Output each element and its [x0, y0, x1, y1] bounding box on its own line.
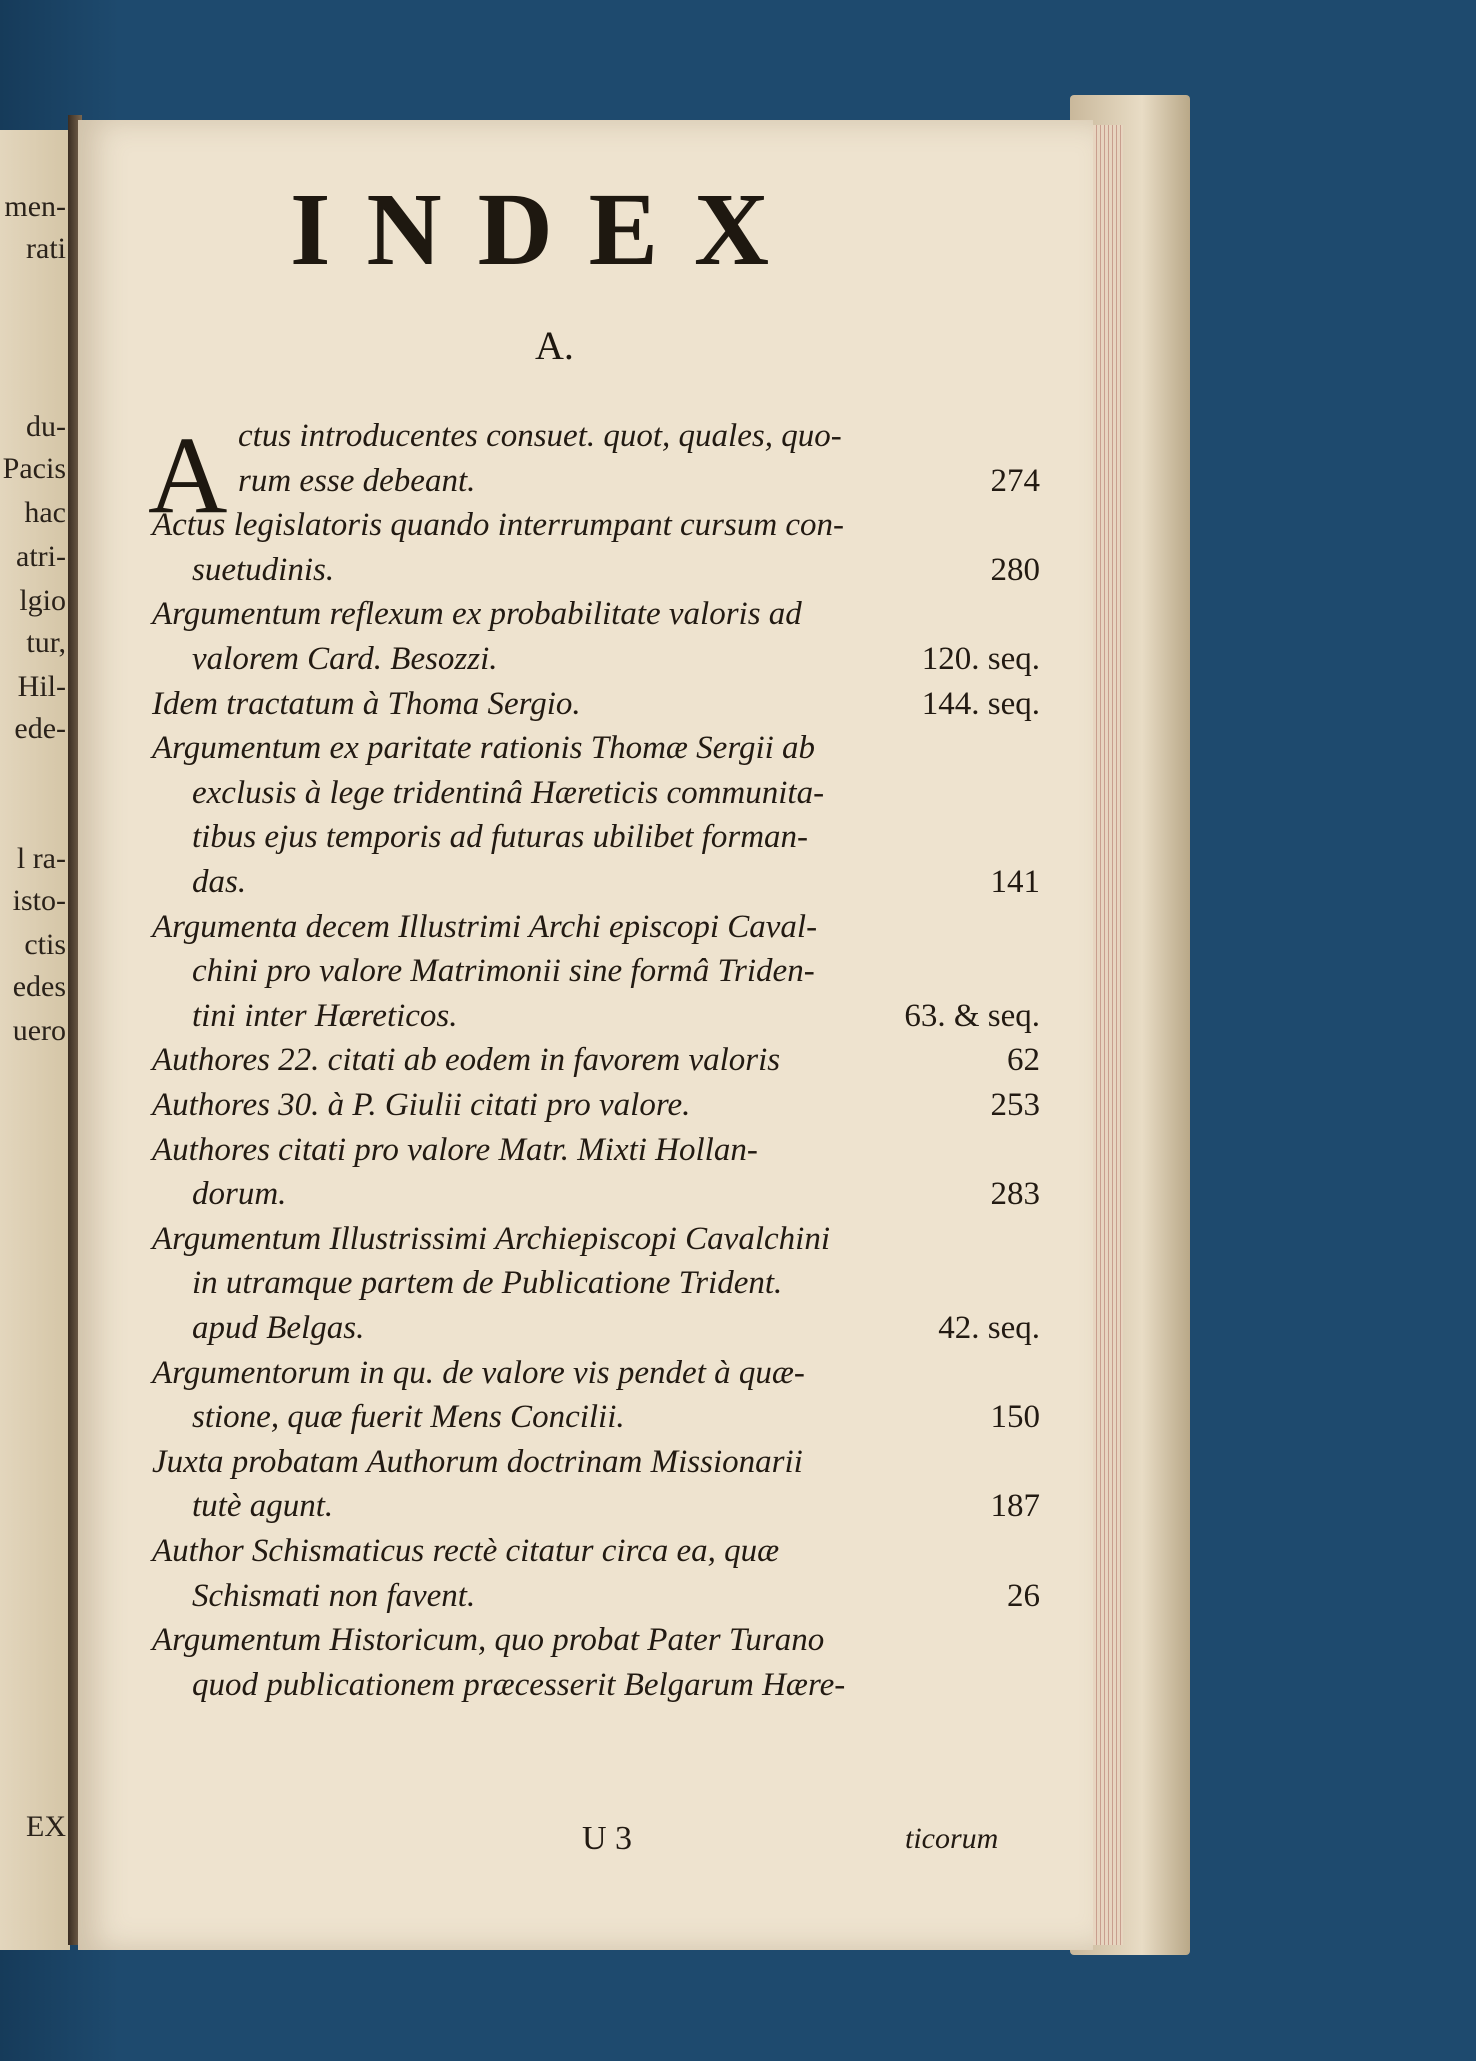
- catchword: ticorum: [905, 1822, 999, 1855]
- page-title: INDEX: [290, 172, 806, 287]
- index-page-number: 150: [990, 1399, 1040, 1436]
- index-entry-line: valorem Card. Besozzi.: [192, 641, 498, 677]
- left-fragment: du-: [26, 410, 66, 443]
- index-page-number: 274: [990, 462, 1040, 499]
- index-entry-line: in utramque partem de Publicatione Trident.: [192, 1265, 783, 1302]
- index-page-number: 253: [990, 1087, 1040, 1123]
- index-entry-line: Authores 22. citati ab eodem in favorem valoris: [152, 1042, 781, 1079]
- index-page-number: 42. seq.: [938, 1310, 1040, 1346]
- index-entry-line: Argumenta decem Illustrimi Archi episcopi Caval-: [152, 908, 818, 945]
- index-page-number: 63. & seq.: [904, 997, 1040, 1034]
- left-fragment: edes: [12, 970, 66, 1003]
- index-entry-line: Argumentum ex paritate rationis Thomæ Sergii ab: [152, 730, 816, 767]
- index-page-number: 141: [990, 864, 1040, 900]
- left-fragment: rati: [26, 232, 66, 265]
- left-page-fragment: [0, 130, 70, 1950]
- index-entry-line: quod publicationem præcesserit Belgarum Hære-: [192, 1666, 846, 1703]
- index-entry-line: das.: [192, 864, 247, 900]
- left-fragment: tur,: [26, 626, 66, 659]
- index-entry-line: tibus ejus temporis ad futuras ubilibet forman-: [192, 819, 809, 856]
- index-entry-line: Authores 30. à P. Giulii citati pro valore.: [152, 1087, 691, 1123]
- index-entry-line: ctus introducentes consuet. quot, quales, quo-: [238, 418, 842, 454]
- index-entry-line: Argumentum Historicum, quo probat Pater Turano: [152, 1622, 825, 1659]
- index-entry-line: stione, quæ fuerit Mens Concilii.: [192, 1399, 625, 1436]
- index-page-number: 26: [1007, 1577, 1040, 1614]
- index-entry-line: Argumentum Illustrissimi Archiepiscopi Cavalchini: [152, 1220, 830, 1257]
- index-page-number: 144. seq.: [921, 685, 1040, 722]
- left-fragment: l ra-: [16, 842, 66, 875]
- index-page-number: 187: [990, 1488, 1040, 1525]
- left-fragment: hac: [24, 496, 66, 529]
- index-entry-line: suetudinis.: [192, 551, 335, 588]
- left-fragment: Pacis: [2, 452, 66, 485]
- drop-cap: A: [148, 414, 228, 536]
- left-fragment: men-: [4, 190, 66, 223]
- index-entry-line: Idem tractatum à Thoma Sergio.: [152, 685, 581, 722]
- index-entry-line: Schismati non favent.: [192, 1577, 476, 1614]
- index-entry-line: Actus legislatoris quando interrumpant cursum con-: [152, 507, 845, 544]
- index-entry-line: apud Belgas.: [192, 1310, 365, 1346]
- left-fragment: ede-: [14, 712, 66, 745]
- index-page-number: 120. seq.: [921, 641, 1040, 677]
- left-fragment: uero: [12, 1014, 66, 1047]
- index-page-number: 283: [990, 1176, 1040, 1213]
- index-entry-line: exclusis à lege tridentinâ Hæreticis communita-: [192, 774, 825, 811]
- left-fragment: ctis: [24, 928, 66, 961]
- index-page-number: 62: [1007, 1042, 1040, 1079]
- left-fragment: atri-: [16, 540, 66, 573]
- index-entry-line: tini inter Hæreticos.: [192, 997, 458, 1034]
- index-page-number: 280: [990, 551, 1040, 588]
- index-entry-line: dorum.: [192, 1176, 287, 1213]
- index-entry-line: Argumentorum in qu. de valore vis pendet à quæ-: [152, 1354, 805, 1391]
- left-fragment: isto-: [12, 884, 66, 917]
- index-entry-line: Argumentum reflexum ex probabilitate valoris ad: [152, 596, 802, 633]
- index-entry-line: Authores citati pro valore Matr. Mixti Hollan-: [152, 1131, 758, 1168]
- index-entry-line: Author Schismaticus rectè citatur circa ea, quæ: [152, 1533, 780, 1569]
- left-fragment: lgio: [19, 584, 66, 617]
- left-fragment: Hil-: [17, 670, 66, 703]
- signature-mark: U 3: [582, 1820, 633, 1857]
- section-letter: A.: [535, 323, 574, 368]
- index-entry-line: rum esse debeant.: [238, 462, 476, 499]
- index-entry-line: tutè agunt.: [192, 1488, 334, 1525]
- index-entry-line: chini pro valore Matrimonii sine formâ Triden-: [192, 953, 815, 990]
- left-fragment: EX: [26, 1810, 66, 1843]
- index-entry-line: Juxta probatam Authorum doctrinam Missionarii: [152, 1443, 803, 1480]
